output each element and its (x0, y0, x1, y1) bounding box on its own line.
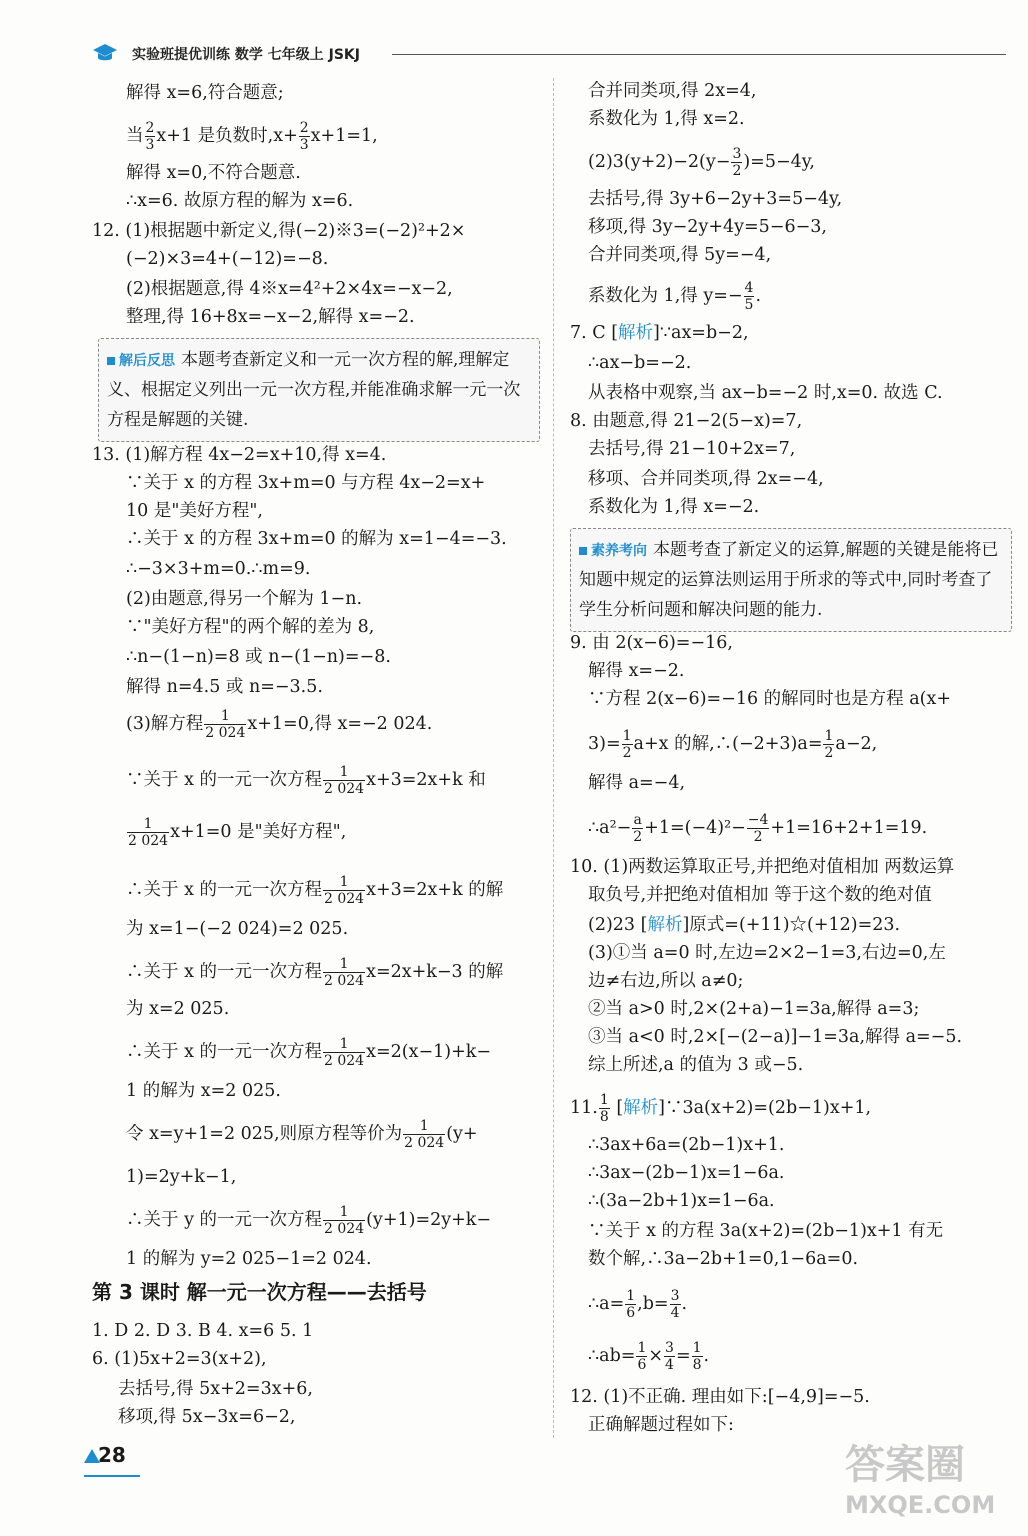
text-line: 取负号,并把绝对值相加 等于这个数的绝对值 (588, 885, 932, 905)
section-heading: 第 3 课时 解一元一次方程——去括号 (92, 1280, 427, 1304)
text-line: 系数化为 1,得 x=−2. (588, 497, 760, 517)
fraction: $\frac{1}{6}$ (637, 1340, 647, 1373)
text-line: (3)①当 a=0 时,左边=2×2−1=3,右边=0,左 (588, 943, 946, 963)
fraction: $\frac{1}{2 024}$ (128, 816, 169, 849)
text-line: 边≠右边,所以 a≠0; (588, 971, 744, 991)
text-line: 为 x=1−(−2 024)=2 025. (126, 919, 349, 939)
fraction: $\frac{3}{2}$ (732, 146, 742, 179)
text-line: (2)由题意,得另一个解为 1−n. (126, 589, 363, 609)
text-line: ∴n−(1−n)=8 或 n−(1−n)=−8. (126, 647, 391, 667)
text-line: ∵关于 x 的一元一次方程 $\frac{1}{2 024}$ x+3=2x+k 和 (126, 764, 486, 797)
fraction: $\frac{1}{2 024}$ (324, 1204, 365, 1237)
text-line: ∴关于 x 的一元一次方程 $\frac{1}{2 024}$ x+3=2x+k 的解 (126, 874, 504, 907)
text-line: ∴3ax+6a=(2b−1)x+1. (588, 1135, 785, 1155)
competency-box (570, 528, 1012, 632)
text-line: 令 x=y+1=2 025,则原方程等价为 $\frac{1}{2 024}$ (y+ (126, 1118, 478, 1151)
header-rule (392, 54, 1006, 55)
text-line: 合并同类项,得 5y=−4, (588, 245, 772, 265)
question-7: 7. C [解析]∵ax=b−2, (570, 323, 749, 343)
text-line: 数个解,∴3a−2b+1=0,1−6a=0. (588, 1249, 859, 1269)
text-line: 整理,得 16+8x=−x−2,解得 x=−2. (126, 307, 415, 327)
text-line: 去括号,得 21−10+2x=7, (588, 439, 796, 459)
text-line: ∴a²− $\frac{a}{2}$ +1=(−4)²− $\frac{-4}{2}$ +1=16+2+1=19. (588, 812, 928, 845)
analysis-tag: 解析 (623, 1098, 659, 1118)
reflection-tag: 解后反思 (107, 350, 175, 370)
text-line: ∴关于 x 的方程 3x+m=0 的解为 x=1−4=−3. (126, 529, 507, 549)
text-line: 正确解题过程如下: (588, 1415, 734, 1435)
watermark (845, 1442, 1015, 1525)
text-line: 移项,得 3y−2y+4y=5−6−3, (588, 217, 827, 237)
fraction: $\frac{a}{2}$ (633, 812, 643, 845)
fraction: $\frac{1}{6}$ (626, 1288, 636, 1321)
analysis-tag: 解析 (647, 915, 683, 935)
text-line: 去括号,得 3y+6−2y+3=5−4y, (588, 189, 843, 209)
fraction: $\frac{1}{2 024}$ (324, 956, 365, 989)
text-line: (2)根据题意,得 4※x=4²+2×4x=−x−2, (126, 279, 453, 299)
fraction: $\frac{1}{2 024}$ (324, 1036, 365, 1069)
text-line: (3)解方程 $\frac{1}{2 024}$ x+1=0,得 x=−2 024. (126, 708, 433, 741)
text-line: ∴a= $\frac{1}{6}$ ,b= $\frac{3}{4}$ . (588, 1288, 688, 1321)
text-line: 解得 a=−4, (588, 773, 686, 793)
page-number-rule (84, 1475, 140, 1477)
text-line: ∴x=6. 故原方程的解为 x=6. (126, 191, 354, 211)
watermark-logo-text: 答案圈 (845, 1442, 965, 1488)
text-line: 1 的解为 y=2 025−1=2 024. (126, 1249, 372, 1269)
competency-tag: 素养考向 (579, 540, 647, 560)
text-line: 系数化为 1,得 y=− $\frac{4}{5}$ . (588, 280, 762, 313)
text-line: ∴ab= $\frac{1}{6}$ × $\frac{3}{4}$ = $\frac{1}{8}$ . (588, 1340, 710, 1373)
fraction: $\frac{4}{5}$ (744, 280, 754, 313)
fraction: $\frac{1}{2 024}$ (404, 1118, 445, 1151)
text-line: 当 $\frac{2}{3}$ x+1 是负数时,x+ $\frac{2}{3}$ x+1=1, (126, 120, 378, 153)
text-line: 解得 x=−2. (588, 661, 685, 681)
column-divider (553, 78, 554, 1438)
text-line: $\frac{1}{2 024}$ x+1=0 是"美好方程", (128, 816, 347, 849)
page-number-badge (84, 1443, 140, 1477)
fraction: $\frac{-4}{2}$ (747, 812, 769, 845)
text-line: ②当 a>0 时,2×(2+a)−1=3a,解得 a=3; (588, 999, 920, 1019)
text-line: 10 是"美好方程", (126, 501, 263, 521)
text-line: ∵方程 2(x−6)=−16 的解同时也是方程 a(x+ (588, 689, 952, 709)
question-12: 12. (1)不正确. 理由如下:[−4,9]=−5. (570, 1387, 870, 1407)
text-line: 系数化为 1,得 x=2. (588, 109, 745, 129)
text-line: ∴3ax−(2b−1)x=1−6a. (588, 1163, 785, 1183)
fraction: $\frac{1}{2}$ (824, 728, 834, 761)
reflection-text: 本题考查新定义和一元一次方程的解,理解定义、根据定义列出一元一次方程,并能准确求解一元一次方程是解题的关键. (107, 350, 521, 430)
text-line: 移项,得 5x−3x=6−2, (118, 1407, 296, 1427)
text-line: 1)=2y+k−1, (126, 1167, 237, 1187)
question-9: 9. 由 2(x−6)=−16, (570, 633, 733, 653)
text-line: ∴关于 x 的一元一次方程 $\frac{1}{2 024}$ x=2(x−1)+k− (126, 1036, 492, 1069)
question-10: 10. (1)两数运算取正号,并把绝对值相加 两数运算 (570, 857, 955, 877)
question-11: 11. $\frac{1}{8}$ [解析]∵3a(x+2)=(2b−1)x+1, (570, 1092, 872, 1125)
text-line: ∴ax−b=−2. (588, 353, 692, 373)
fraction: $\frac{2}{3}$ (299, 120, 309, 153)
text-line: 综上所述,a 的值为 3 或−5. (588, 1055, 804, 1075)
fraction: $\frac{3}{4}$ (670, 1288, 680, 1321)
page-number: 28 (98, 1443, 126, 1467)
reflection-box (98, 338, 540, 442)
text-line: ∵关于 x 的方程 3a(x+2)=(2b−1)x+1 有无 (588, 1221, 944, 1241)
text-line: ∵关于 x 的方程 3x+m=0 与方程 4x−2=x+ (126, 473, 486, 493)
text-line: (−2)×3=4+(−12)=−8. (126, 249, 329, 269)
text-line: ∴关于 y 的一元一次方程 $\frac{1}{2 024}$ (y+1)=2y+k− (126, 1204, 492, 1237)
text-line: 合并同类项,得 2x=4, (588, 81, 757, 101)
fraction: $\frac{3}{4}$ (665, 1340, 674, 1373)
graduation-cap-icon (92, 42, 118, 64)
fraction: $\frac{1}{2 024}$ (324, 874, 365, 907)
text-line: 为 x=2 025. (126, 999, 230, 1019)
fraction: $\frac{1}{8}$ (599, 1092, 609, 1125)
watermark-url: MXQE.COM (845, 1491, 996, 1519)
text-line: 解得 x=6,符合题意; (126, 83, 284, 103)
text-line: ∴(3a−2b+1)x=1−6a. (588, 1191, 775, 1211)
book-title: 实验班提优训练 数学 七年级上 JSKJ (132, 47, 360, 63)
competency-text: 本题考查了新定义的运算,解题的关键是能将已知题中规定的运算法则运用于所求的等式中,同时考查了学生分析问题和解决问题的能力. (579, 540, 999, 620)
text-line: ③当 a<0 时,2×[−(2−a)]−1=3a,解得 a=−5. (588, 1027, 963, 1047)
question-8: 8. 由题意,得 21−2(5−x)=7, (570, 411, 803, 431)
text-line: (2)23 [解析]原式=(+11)☆(+12)=23. (588, 915, 901, 935)
text-line: 1 的解为 x=2 025. (126, 1081, 281, 1101)
analysis-tag: 解析 (618, 323, 654, 343)
text-line: 解得 n=4.5 或 n=−3.5. (126, 677, 323, 697)
fraction: $\frac{2}{3}$ (145, 120, 155, 153)
fraction: $\frac{1}{2 024}$ (205, 708, 246, 741)
question-13: 13. (1)解方程 4x−2=x+10,得 x=4. (92, 445, 387, 465)
fraction: $\frac{1}{2 024}$ (324, 764, 365, 797)
text-line: 3)= $\frac{1}{2}$ a+x 的解,∴(−2+3)a= $\frac{1}{2}$ a−2, (588, 728, 878, 761)
text-line: ∴关于 x 的一元一次方程 $\frac{1}{2 024}$ x=2x+k−3 的解 (126, 956, 504, 989)
text-line: (2)3(y+2)−2(y− $\frac{3}{2}$ )=5−4y, (588, 146, 815, 179)
text-line: ∵"美好方程"的两个解的差为 8, (126, 617, 375, 637)
fraction: $\frac{1}{8}$ (692, 1340, 702, 1373)
fraction: $\frac{1}{2}$ (622, 728, 632, 761)
text-line: ∴−3×3+m=0.∴m=9. (126, 559, 311, 579)
question-12: 12. (1)根据题中新定义,得(−2)※3=(−2)²+2× (92, 221, 466, 241)
running-header (92, 40, 1012, 70)
text-line: 解得 x=0,不符合题意. (126, 163, 301, 183)
answer-line: 1. D 2. D 3. B 4. x=6 5. 1 (92, 1321, 314, 1341)
text-line: 去括号,得 5x+2=3x+6, (118, 1379, 313, 1399)
text-line: 从表格中观察,当 ax−b=−2 时,x=0. 故选 C. (588, 383, 943, 403)
text-line: 移项、合并同类项,得 2x=−4, (588, 469, 824, 489)
question-6: 6. (1)5x+2=3(x+2), (92, 1349, 267, 1369)
